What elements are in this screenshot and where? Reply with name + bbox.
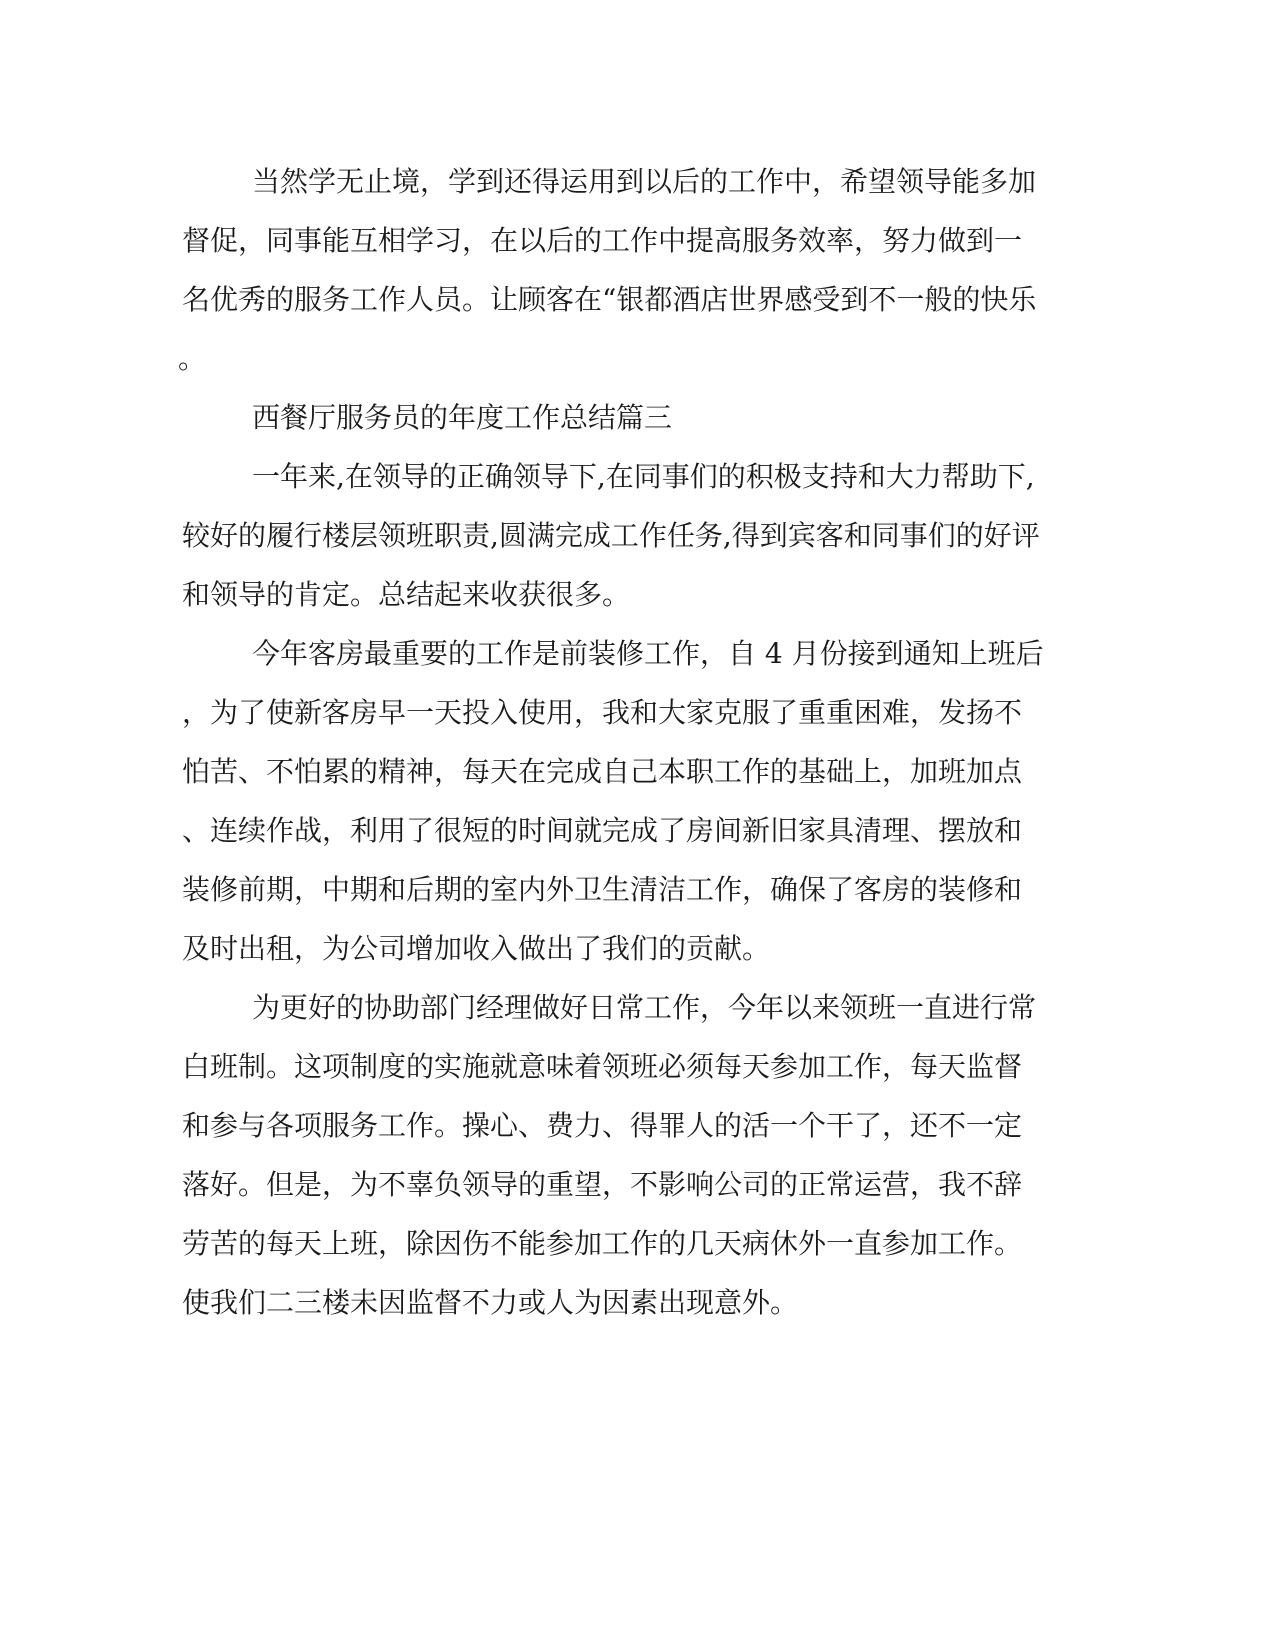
section-heading: 西餐厅服务员的年度工作总结篇三 xyxy=(252,401,673,434)
text-line: 装修前期，中期和后期的室内外卫生清洁工作，确保了客房的装修和 xyxy=(182,873,1023,906)
text-line: 使我们二三楼未因监督不力或人为因素出现意外。 xyxy=(182,1286,799,1319)
text-line: 落好。但是，为不辜负领导的重望，不影响公司的正常运营，我不辞 xyxy=(182,1168,1023,1201)
text-line: 当然学无止境，学到还得运用到以后的工作中，希望领导能多加 xyxy=(252,165,1037,198)
text-line: 、连续作战，利用了很短的时间就完成了房间新旧家具清理、摆放和 xyxy=(182,814,1023,847)
text-line: 督促，同事能互相学习，在以后的工作中提高服务效率，努力做到一 xyxy=(182,224,1023,257)
text-line: 怕苦、不怕累的精神，每天在完成自己本职工作的基础上，加班加点 xyxy=(182,755,1023,788)
text-line: 一年来,在领导的正确领导下,在同事们的积极支持和大力帮助下, xyxy=(252,460,1035,493)
text-line: 。 xyxy=(178,342,207,375)
text-line: 和参与各项服务工作。操心、费力、得罪人的活一个干了，还不一定 xyxy=(182,1109,1023,1142)
text-line: 劳苦的每天上班，除因伤不能参加工作的几天病休外一直参加工作。 xyxy=(182,1227,1023,1260)
text-line: 白班制。这项制度的实施就意味着领班必须每天参加工作，每天监督 xyxy=(182,1050,1023,1083)
text-line: 及时出租，为公司增加收入做出了我们的贡献。 xyxy=(182,932,771,965)
text-line: 和领导的肯定。总结起来收获很多。 xyxy=(182,578,631,611)
text-line: 为更好的协助部门经理做好日常工作，今年以来领班一直进行常 xyxy=(252,991,1037,1024)
text-line: 今年客房最重要的工作是前装修工作，自 4 月份接到通知上班后 xyxy=(252,637,1044,670)
text-line: 名优秀的服务工作人员。让顾客在“银都酒店世界感受到不一般的快乐 xyxy=(182,283,1037,316)
text-line: 较好的履行楼层领班职责,圆满完成工作任务,得到宾客和同事们的好评 xyxy=(182,519,1040,552)
text-line: ，为了使新客房早一天投入使用，我和大家克服了重重困难，发扬不 xyxy=(182,696,1023,729)
